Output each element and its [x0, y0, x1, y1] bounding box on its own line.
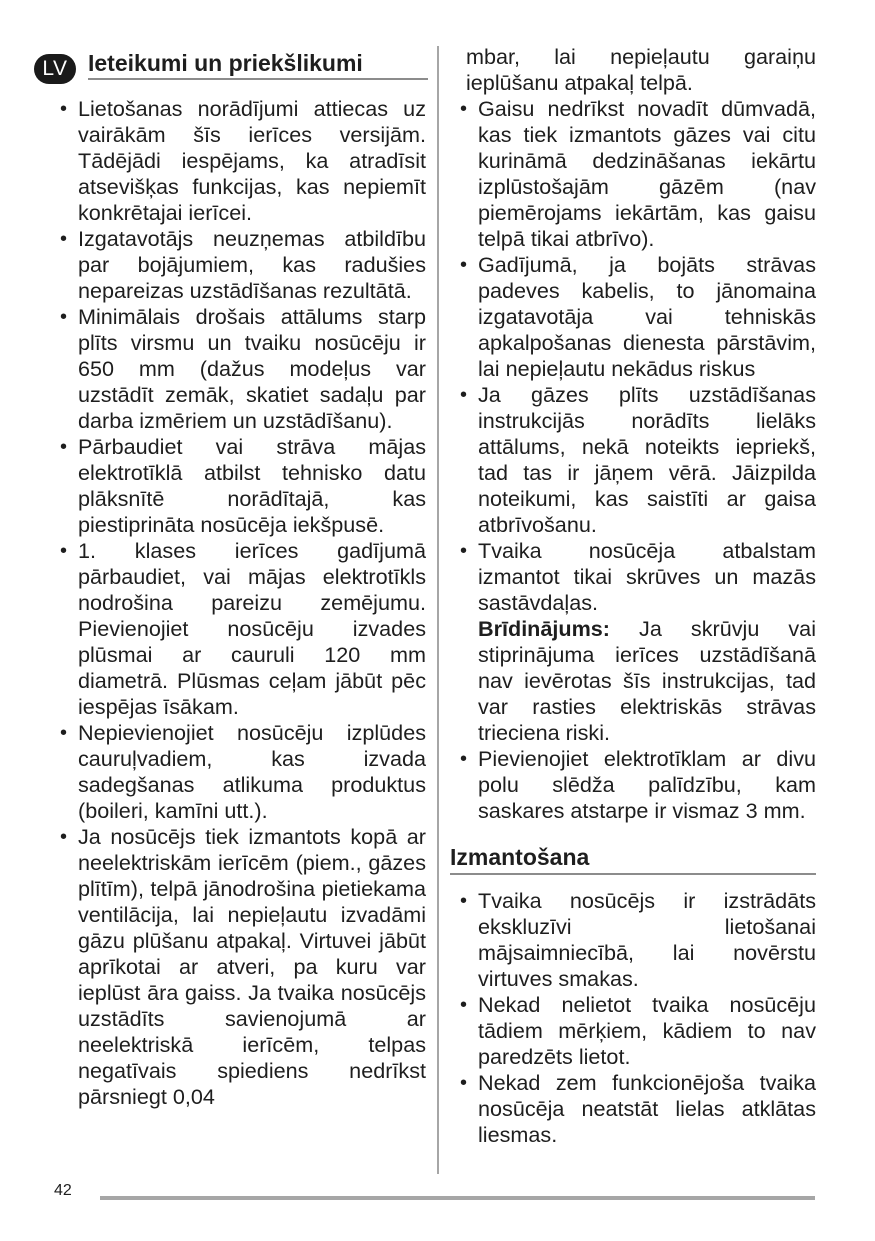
section-title-usage: Izmantošana	[450, 844, 590, 870]
list-item: • Pārbaudiet vai strāva mājas elektrotīklā atbilst tehnisko datu plāksnītē norādītajā, kas piestiprināta nosūcēja iekšpusē.	[48, 434, 426, 538]
list-item	[450, 538, 816, 746]
list-item: • Lietošanas norādījumi attiecas uz vairākām šīs ierīces versijām. Tādējādi iespējams, ka atradīsit atsevišķas funkcijas, kas nepiemīt konkrētajai ierīcei.	[48, 96, 426, 226]
page-number: 42	[54, 1182, 72, 1199]
list-item: • Gadījumā, ja bojāts strāvas padeves kabelis, to jānomaina izgatavotāja vai tehniskās apkalpošanas dienesta pārstāvim, lai nepieļautu nekādus riskus	[450, 252, 816, 382]
right-column	[450, 44, 816, 1148]
heading-underline	[450, 873, 816, 875]
warning-label: Brīdinājums:	[478, 616, 610, 641]
section-heading-row	[450, 840, 816, 878]
list-item: • 1. klases ierīces gadījumā pārbaudiet, vai mājas elektrotīkls nodrošina pareizu zemējumu. Pievienojiet nosūcēju izvades plūsmai ar cauruli 120 mm diametrā. Plūsmas ceļam jābūt pēc iespējas īsākam.	[48, 538, 426, 720]
section-title-recommendations: Ieteikumi un priekšlikumi	[88, 50, 363, 76]
recommendations-list	[48, 96, 426, 1110]
recommendations-list-continued	[450, 96, 816, 824]
list-item: • Ja gāzes plīts uzstādīšanas instrukcijās norādīts lielāks attālums, nekā noteikts iepriekš, tad tas ir jāņem vērā. Jāizpilda noteikumi, kas saistīti ar gaisa atbrīvošanu.	[450, 382, 816, 538]
list-item: • Nekad zem funkcionējoša tvaika nosūcēja neatstāt lielas atklātas liesmas.	[450, 1070, 816, 1148]
list-item-text: Tvaika nosūcēja atbalstam izmantot tikai skrūves un mazās sastāvdaļas.	[478, 538, 816, 615]
language-badge: LV	[34, 54, 76, 84]
list-item: • Minimālais drošais attālums starp plīts virsmu un tvaiku nosūcēju ir 650 mm (dažus modeļus var uzstādīt zemāk, skatiet sadaļu par darba izmēriem un uzstādīšanu).	[48, 304, 426, 434]
list-item: • Pievienojiet elektrotīklam ar divu polu slēdža palīdzību, kam saskares atstarpe ir vismaz 3 mm.	[450, 746, 816, 824]
section-heading-row	[42, 44, 426, 82]
list-item: • Gaisu nedrīkst novadīt dūmvadā, kas tiek izmantots gāzes vai citu kurināmā dedzināšanas iekārtu izplūstošajām gāzēm (nav piemērojams iekārtām, kas gaisu telpā tikai atbrīvo).	[450, 96, 816, 252]
list-item: • Ja nosūcējs tiek izmantots kopā ar neelektriskām ierīcēm (piem., gāzes plītīm), telpā jānodrošina pietiekama ventilācija, lai nepieļautu izvadāmi gāzu plūšanu atpakaļ. Virtuvei jābūt aprīkotai ar atveri, pa kuru var ieplūst āra gaiss. Ja tvaika nosūcējs uzstādīts savienojumā ar neelektriskā ierīcēm, telpas negatīvais spiediens nedrīkst pārsniegt 0,04	[48, 824, 426, 1110]
usage-section	[450, 840, 816, 1148]
usage-list	[450, 888, 816, 1148]
footer-rule	[100, 1196, 815, 1200]
list-item: • Nepievienojiet nosūcēju izplūdes cauruļvadiem, kas izvada sadegšanas atlikuma produktus (boileri, kamīni utt.).	[48, 720, 426, 824]
column-divider	[437, 46, 439, 1174]
left-column	[42, 44, 426, 1110]
warning-text: Ja skrūvju vai stiprinājuma ierīces uzstādīšanā nav ievērotas šīs instrukcijas, tad var rasties elektriskās strāvas trieciena riski.	[478, 616, 816, 745]
list-item: • Izgatavotājs neuzņemas atbildību par bojājumiem, kas radušies nepareizas uzstādīšanas rezultātā.	[48, 226, 426, 304]
heading-underline	[88, 78, 428, 80]
continued-text: mbar, lai nepieļautu garaiņu ieplūšanu atpakaļ telpā.	[466, 44, 816, 95]
list-item: • Nekad nelietot tvaika nosūcēju tādiem mērķiem, kādiem to nav paredzēts lietot.	[450, 992, 816, 1070]
warning-block	[478, 616, 816, 746]
list-item: • Tvaika nosūcējs ir izstrādāts ekskluzīvi lietošanai mājsaimniecībā, lai novērstu virtuves smakas.	[450, 888, 816, 992]
